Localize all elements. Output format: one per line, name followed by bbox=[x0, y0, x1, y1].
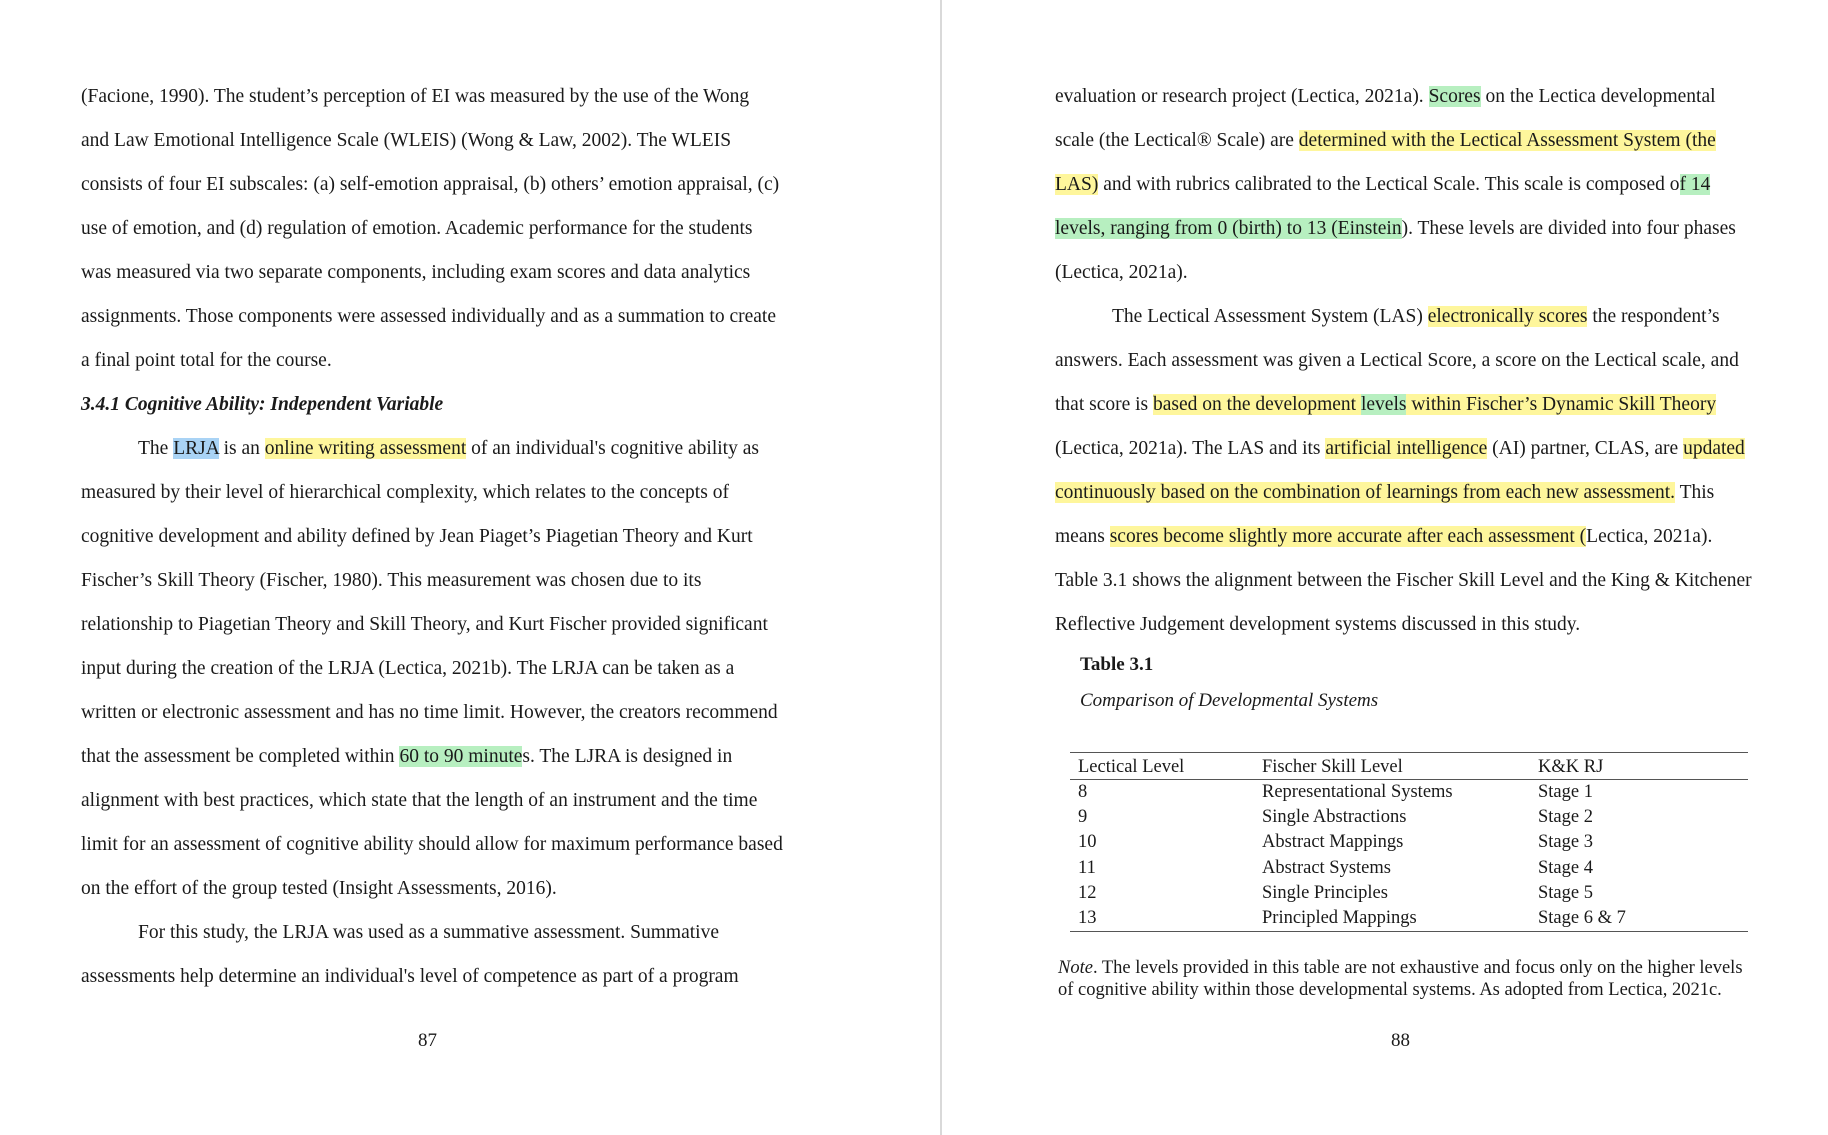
right-page-body bbox=[1055, 75, 1775, 647]
body-line: a final point total for the course. bbox=[81, 350, 332, 371]
body-line: was measured via two separate components, including exam scores and data analytics bbox=[81, 262, 751, 283]
table-cell: 8 bbox=[1078, 782, 1088, 802]
highlight-yellow[interactable]: within Fischer’s Dynamic Skill Theory bbox=[1406, 394, 1717, 415]
text-span: that the assessment be completed within bbox=[81, 746, 400, 767]
table-cell: Representational Systems bbox=[1262, 782, 1453, 802]
table-row bbox=[1070, 805, 1748, 830]
highlight-green[interactable]: levels, ranging from 0 (birth) to 13 (Einstein bbox=[1055, 218, 1402, 239]
table-row bbox=[1070, 830, 1748, 855]
text-span: ). These levels are divided into four phases bbox=[1401, 218, 1736, 239]
table-row bbox=[1070, 856, 1748, 881]
note-label: Note bbox=[1058, 958, 1093, 978]
table-cell: Stage 3 bbox=[1538, 832, 1593, 853]
body-line: limit for an assessment of cognitive ability should allow for maximum performance based bbox=[81, 834, 783, 855]
table-cell: 9 bbox=[1078, 807, 1088, 828]
table-cell: Single Principles bbox=[1262, 882, 1388, 903]
text-span: and with rubrics calibrated to the Lectical Scale. This scale is composed o bbox=[1098, 174, 1680, 195]
text-span: of an individual's cognitive ability as bbox=[466, 438, 759, 459]
page-divider bbox=[940, 0, 942, 1135]
note-text: . The levels provided in this table are not exhaustive and focus only on the higher levels of cognitive ability within those developmental systems. As adopted from Lectica, 2021c. bbox=[1058, 958, 1743, 1000]
text-span: that score is bbox=[1055, 394, 1154, 415]
highlight-yellow[interactable]: scores become slightly more accurate after each assessment ( bbox=[1109, 526, 1587, 547]
body-line: (Lectica, 2021a). bbox=[1055, 262, 1188, 283]
table-cell: 10 bbox=[1078, 832, 1097, 853]
body-line bbox=[1055, 163, 1775, 207]
highlight-yellow[interactable]: electronically scores bbox=[1427, 306, 1588, 327]
table-row bbox=[1070, 906, 1748, 932]
highlight-yellow[interactable]: continuously based on the combination of learnings from each new assessment. bbox=[1055, 482, 1676, 503]
table-cell: 13 bbox=[1070, 906, 1254, 932]
highlight-blue[interactable]: LRJA bbox=[173, 438, 219, 459]
body-line: answers. Each assessment was given a Lectical Score, a score on the Lectical scale, and bbox=[1055, 350, 1739, 371]
text-span: (Lectica, 2021a). The LAS and its bbox=[1055, 438, 1326, 459]
text-span: The Lectical Assessment System (LAS) bbox=[1112, 306, 1428, 327]
text-span: (AI) partner, CLAS, are bbox=[1487, 438, 1684, 459]
table-cell: 11 bbox=[1078, 857, 1096, 878]
text-span: the respondent’s bbox=[1587, 306, 1720, 327]
column-header: Fischer Skill Level bbox=[1254, 753, 1530, 780]
table-label: Table 3.1 bbox=[1080, 654, 1154, 675]
highlight-yellow[interactable]: determined with the Lectical Assessment System (the bbox=[1298, 130, 1716, 151]
text-span: scale (the Lectical® Scale) are bbox=[1055, 130, 1299, 151]
table-cell: Stage 5 bbox=[1538, 882, 1593, 903]
body-line: input during the creation of the LRJA (Lectica, 2021b). The LRJA can be taken as a bbox=[81, 658, 735, 679]
body-line: use of emotion, and (d) regulation of emotion. Academic performance for the students bbox=[81, 218, 753, 239]
table-row bbox=[1070, 780, 1748, 806]
body-line: (Facione, 1990). The student’s perception of EI was measured by the use of the Wong bbox=[81, 86, 750, 107]
section-heading: 3.4.1 Cognitive Ability: Independent Variable bbox=[81, 394, 444, 415]
table-cell: Abstract Mappings bbox=[1262, 832, 1404, 853]
text-span: The bbox=[138, 438, 174, 459]
text-span: evaluation or research project (Lectica, 2021a). bbox=[1055, 86, 1429, 107]
highlight-yellow[interactable]: LAS) bbox=[1055, 174, 1099, 195]
body-line: cognitive development and ability defined by Jean Piaget’s Piagetian Theory and Kurt bbox=[81, 526, 753, 547]
body-line: assessments help determine an individual's level of competence as part of a program bbox=[81, 966, 739, 987]
table-cell: Principled Mappings bbox=[1254, 906, 1530, 932]
body-line: consists of four EI subscales: (a) self-emotion appraisal, (b) others’ emotion appraisal, (c) bbox=[81, 174, 780, 195]
table-note bbox=[1058, 958, 1758, 1001]
table-cell: Stage 2 bbox=[1538, 807, 1593, 828]
developmental-systems-table bbox=[1070, 752, 1748, 932]
body-line: Fischer’s Skill Theory (Fischer, 1980). This measurement was chosen due to its bbox=[81, 570, 702, 591]
body-line: Reflective Judgement development systems discussed in this study. bbox=[1055, 614, 1581, 635]
body-line bbox=[1055, 471, 1775, 515]
table-cell: Stage 6 & 7 bbox=[1530, 906, 1748, 932]
body-line: For this study, the LRJA was used as a summative assessment. Summative bbox=[138, 922, 719, 943]
page-number: 88 bbox=[1391, 1030, 1410, 1051]
table-header-row bbox=[1070, 753, 1748, 780]
body-line bbox=[81, 427, 781, 471]
text-span: s. The LJRA is designed in bbox=[522, 746, 733, 767]
highlight-green[interactable]: levels bbox=[1360, 394, 1407, 415]
body-line: and Law Emotional Intelligence Scale (WLEIS) (Wong & Law, 2002). The WLEIS bbox=[81, 130, 732, 151]
column-header: Lectical Level bbox=[1070, 753, 1254, 780]
body-line bbox=[1055, 427, 1775, 471]
highlight-green[interactable]: Scores bbox=[1428, 86, 1481, 107]
highlight-yellow[interactable]: updated bbox=[1683, 438, 1745, 459]
highlight-yellow[interactable]: artificial intelligence bbox=[1325, 438, 1488, 459]
highlight-yellow[interactable]: online writing assessment bbox=[264, 438, 467, 459]
body-line: assignments. Those components were assessed individually and as a summation to create bbox=[81, 306, 776, 327]
body-line bbox=[1055, 383, 1775, 427]
body-line bbox=[81, 735, 781, 779]
body-line: written or electronic assessment and has no time limit. However, the creators recommend bbox=[81, 702, 778, 723]
text-span: This bbox=[1675, 482, 1715, 503]
body-line bbox=[1055, 515, 1775, 559]
page-number: 87 bbox=[418, 1030, 437, 1051]
highlight-yellow[interactable]: based on the development bbox=[1153, 394, 1361, 415]
text-span: means bbox=[1055, 526, 1110, 547]
body-line: Table 3.1 shows the alignment between the Fischer Skill Level and the King & Kitchener bbox=[1055, 570, 1752, 591]
table-cell: Stage 4 bbox=[1538, 857, 1593, 878]
table-cell: 12 bbox=[1078, 882, 1097, 903]
body-line: measured by their level of hierarchical complexity, which relates to the concepts of bbox=[81, 482, 729, 503]
table-title: Comparison of Developmental Systems bbox=[1080, 690, 1379, 711]
table-row bbox=[1070, 881, 1748, 906]
body-line: relationship to Piagetian Theory and Skill Theory, and Kurt Fischer provided significant bbox=[81, 614, 768, 635]
table-cell: Single Abstractions bbox=[1262, 807, 1407, 828]
body-line bbox=[1055, 207, 1775, 251]
table-cell: Abstract Systems bbox=[1262, 857, 1391, 878]
body-line: alignment with best practices, which state that the length of an instrument and the time bbox=[81, 790, 758, 811]
body-line bbox=[1055, 75, 1775, 119]
highlight-green[interactable]: f 14 bbox=[1679, 174, 1711, 195]
table-cell: Stage 1 bbox=[1538, 782, 1593, 802]
highlight-green[interactable]: 60 to 90 minute bbox=[399, 746, 523, 767]
column-header: K&K RJ bbox=[1530, 753, 1748, 780]
body-line bbox=[1055, 119, 1775, 163]
text-span: Lectica, 2021a). bbox=[1586, 526, 1713, 547]
body-line bbox=[1055, 295, 1775, 339]
body-line: on the effort of the group tested (Insight Assessments, 2016). bbox=[81, 878, 557, 899]
left-page-body bbox=[81, 75, 781, 999]
text-span: on the Lectica developmental bbox=[1480, 86, 1716, 107]
text-span: is an bbox=[218, 438, 265, 459]
